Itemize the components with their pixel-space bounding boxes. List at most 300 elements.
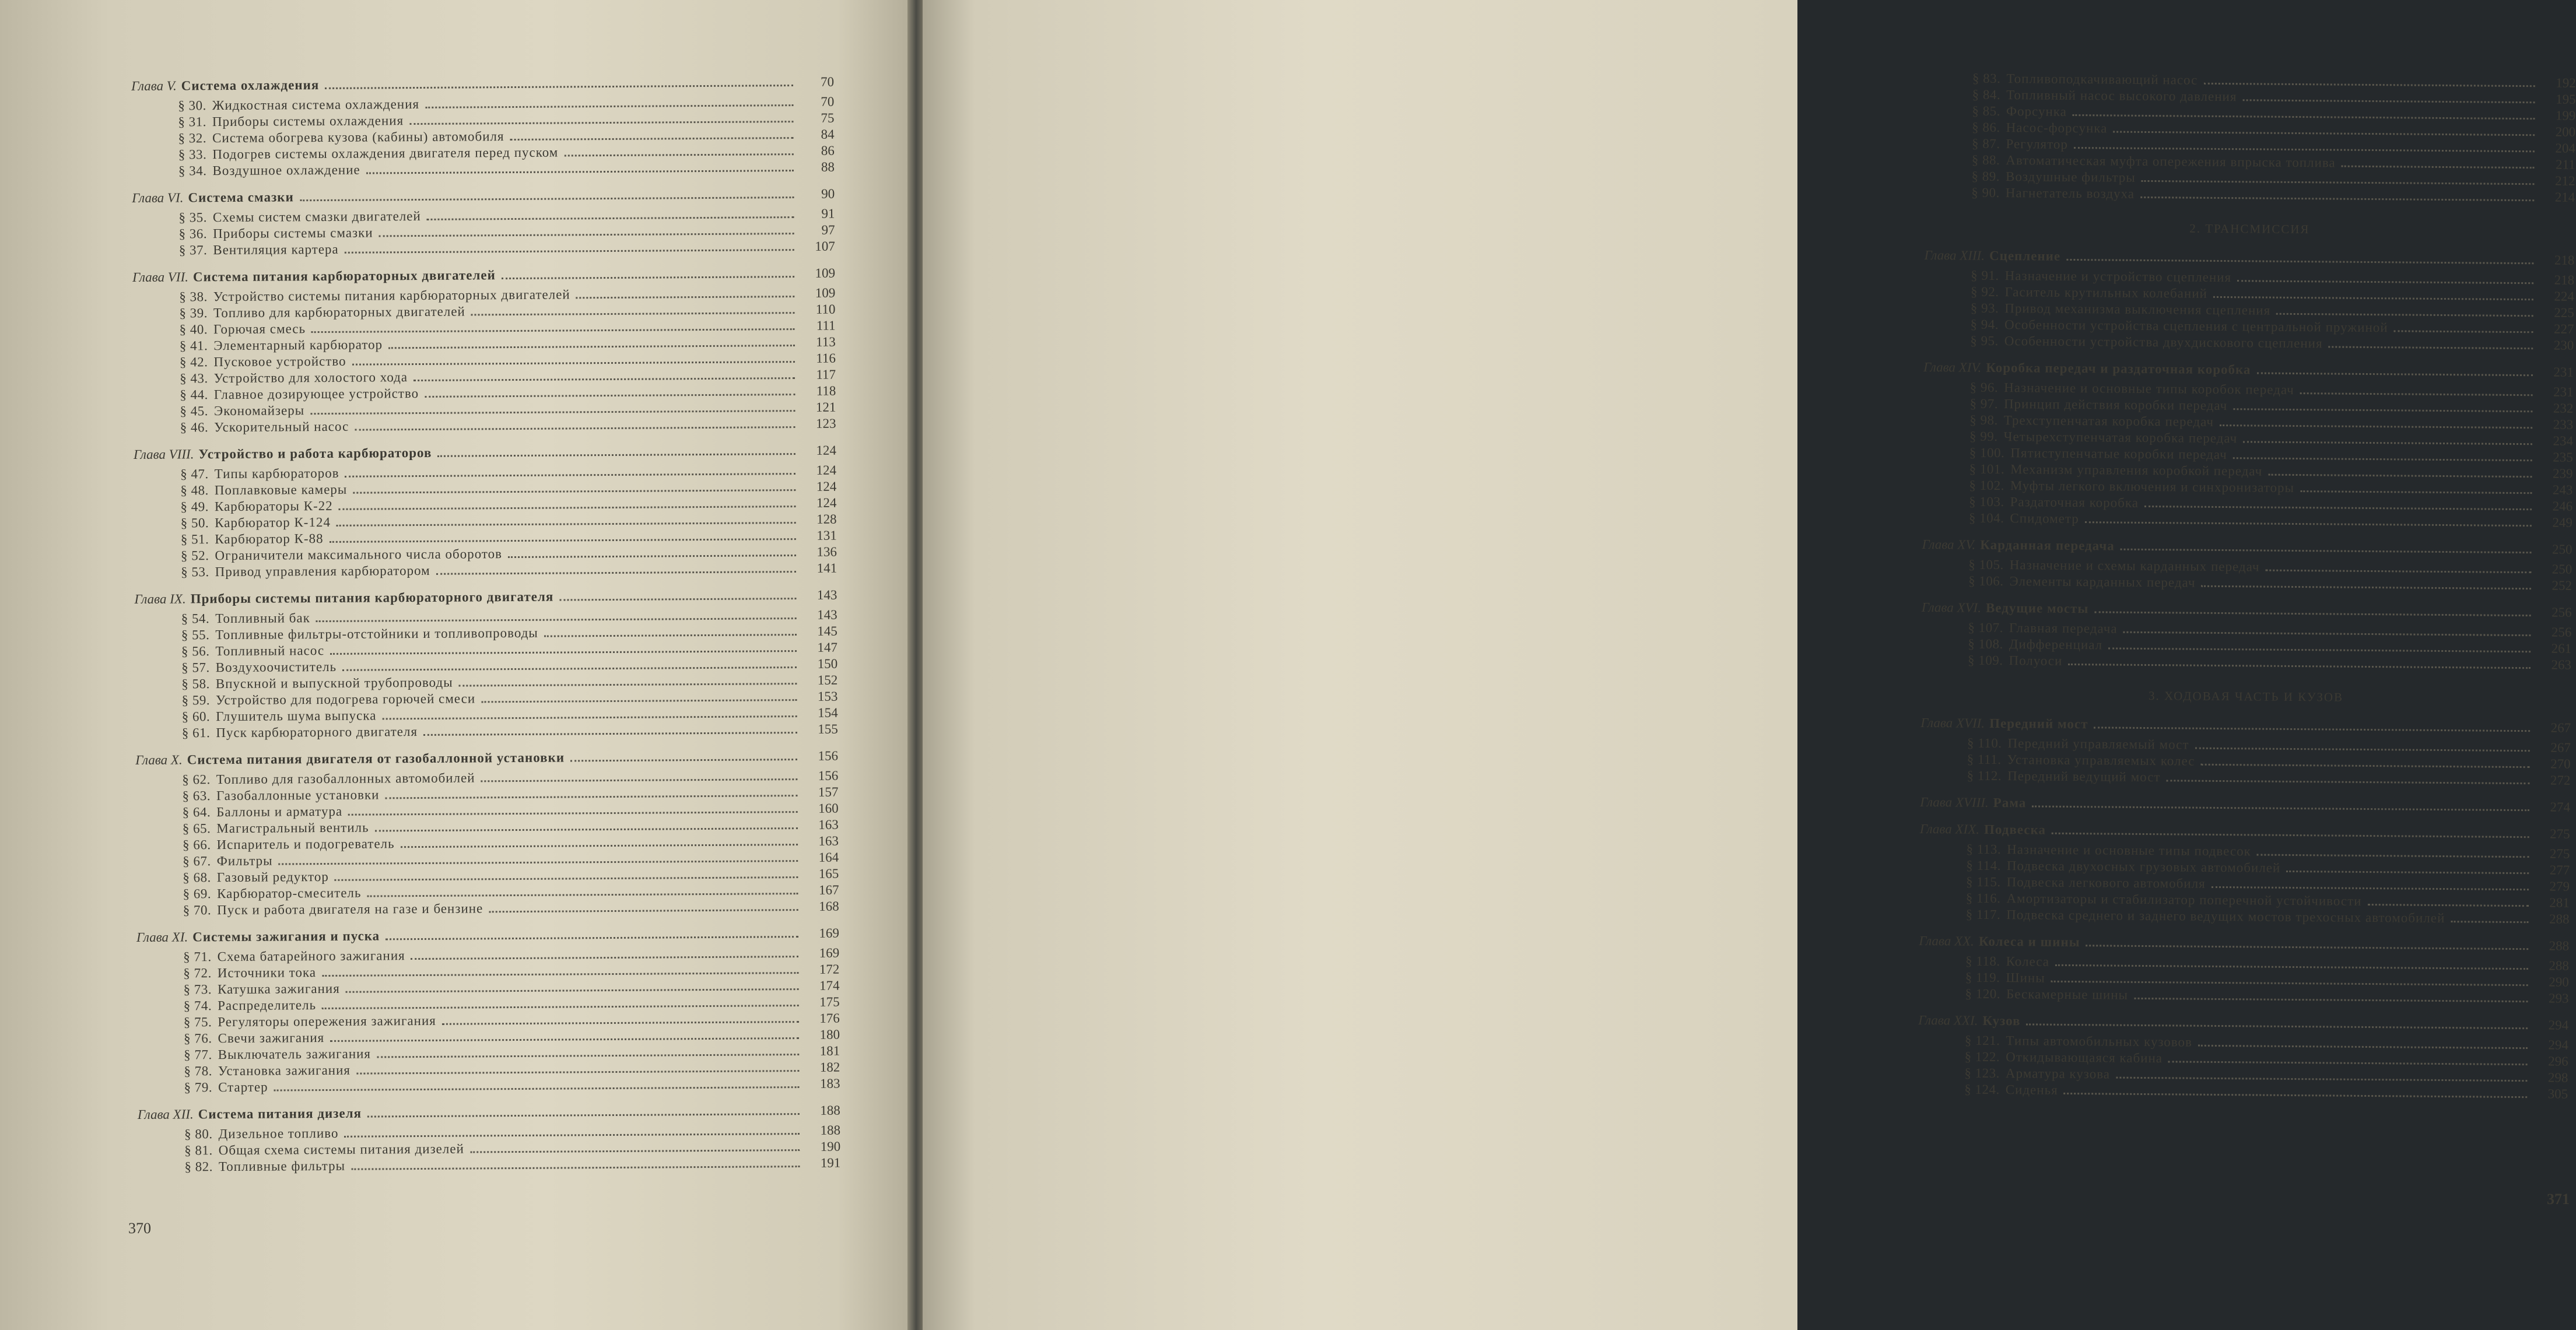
entry-title: Передний ведущий мост (2007, 768, 2161, 785)
paragraph-number: § 46. (180, 420, 209, 435)
page-ref: 288 (2549, 911, 2570, 927)
paragraph-number: § 48. (180, 483, 209, 498)
chapter-row (1922, 536, 2572, 558)
page-ref: 131 (816, 528, 837, 543)
paragraph-number: § 75. (183, 1015, 212, 1030)
entry-title: Системы зажигания и пуска (192, 928, 380, 945)
paragraph-number: § 78. (184, 1064, 212, 1079)
page-ref: 176 (819, 1010, 840, 1026)
entry-title: Передний мост (1989, 715, 2088, 732)
paragraph-number: § 103. (1969, 494, 2004, 510)
page-ref: 156 (818, 748, 839, 763)
paragraph-number: § 112. (1967, 768, 2002, 784)
paragraph-number: § 71. (183, 949, 212, 964)
right-page (923, 0, 2576, 1330)
entry-title: Нагнетатель воздуха (2005, 185, 2135, 201)
entry-title: Главное дозирующее устройство (213, 385, 419, 402)
chapter-row (1920, 821, 2570, 843)
dot-leader (481, 699, 797, 703)
chapter-row (131, 74, 834, 94)
paragraph-number: § 88. (1971, 152, 2000, 168)
entry-title: Привод механизма выключения сцепления (2004, 301, 2271, 318)
dot-leader (2276, 313, 2533, 317)
entry-title: Передний управляемый мост (2007, 736, 2189, 752)
paragraph-number: § 96. (1969, 380, 1999, 395)
paragraph-number: § 34. (178, 163, 207, 178)
paragraph-number: § 102. (1969, 478, 2005, 493)
entry-title: Трехступенчатая коробка передач (2003, 413, 2214, 429)
dot-leader (2094, 611, 2531, 616)
entry-title: Топливо для газобаллонных автомобилей (216, 770, 475, 787)
paragraph-number: § 54. (181, 611, 210, 626)
paragraph-number: § 65. (182, 821, 211, 836)
dot-leader (322, 1005, 799, 1009)
paragraph-number: § 50. (180, 515, 209, 531)
paragraph-number: § 41. (179, 338, 208, 353)
entry-title: Схемы систем смазки двигателей (212, 208, 421, 225)
entry-title: Устройство для холостого хода (213, 370, 408, 386)
page-ref: 180 (819, 1027, 840, 1042)
dot-leader (576, 296, 795, 299)
dot-leader (544, 634, 797, 637)
dot-leader (411, 956, 799, 960)
dot-leader (2342, 166, 2535, 169)
chapter-row (134, 443, 836, 463)
entry-title: Элементы карданных передач (2009, 574, 2196, 590)
entry-title: Дифференциал (2009, 637, 2103, 652)
entry-title: Четырехступенчатая коробка передач (2003, 429, 2238, 446)
paragraph-number: § 35. (178, 210, 208, 225)
entry-title: Амортизаторы и стабилизатор поперечной устойчивости (2006, 891, 2362, 908)
page-ref: 275 (2550, 826, 2570, 841)
page-ref: 249 (2552, 515, 2573, 530)
entry-title: Назначение и схемы карданных передач (2009, 557, 2260, 574)
entry-title: Подвеска легкового автомобиля (2006, 875, 2206, 891)
entry-title: Особенности устройства двухдискового сцепления (2004, 334, 2323, 351)
section-row (138, 1155, 840, 1175)
paragraph-number: § 93. (1970, 300, 1999, 315)
page-ref: 256 (2551, 624, 2572, 640)
paragraph-number: § 89. (1971, 169, 2000, 184)
dot-leader (366, 170, 794, 174)
section-row (134, 560, 837, 581)
entry-title: Автоматическая муфта опережения впрыска топлива (2006, 153, 2336, 170)
page-number-right: 371 (2547, 1191, 2570, 1208)
paragraph-number: § 86. (1972, 120, 2000, 135)
entry-title: Карбюратор К-88 (215, 531, 324, 547)
page-ref: 288 (2549, 938, 2570, 953)
paragraph-number: § 44. (180, 387, 208, 402)
paragraph-number: § 109. (1967, 652, 2003, 668)
chapter-number: Глава IX. (134, 591, 186, 606)
dot-leader (2300, 490, 2532, 494)
entry-title: Выключатель зажигания (218, 1046, 371, 1062)
section-heading: 2. ТРАНСМИССИЯ (2189, 221, 2310, 237)
dot-leader (2094, 727, 2530, 732)
entry-title: Ведущие мосты (1985, 600, 2089, 616)
paragraph-number: § 67. (183, 854, 211, 869)
page-ref: 84 (821, 127, 835, 142)
paragraph-number: § 114. (1966, 858, 2002, 873)
dot-leader (2256, 372, 2533, 376)
paragraph-number: § 60. (181, 709, 211, 724)
page-ref: 182 (819, 1059, 840, 1075)
page-ref: 97 (821, 222, 835, 237)
page-ref: 296 (2548, 1054, 2568, 1069)
dot-leader (508, 555, 796, 558)
page-ref: 250 (2552, 542, 2573, 557)
page-ref: 224 (2554, 289, 2575, 304)
page-ref: 165 (818, 866, 839, 881)
entry-title: Кузов (1982, 1013, 2021, 1029)
toc-right (1918, 70, 2576, 1103)
chapter-number: Глава XII. (137, 1107, 194, 1122)
entry-title: Карбюратор К-124 (215, 514, 331, 531)
page-ref: 230 (2553, 338, 2574, 353)
paragraph-number: § 118. (1965, 953, 2000, 969)
dot-leader (335, 876, 798, 881)
dot-leader (330, 1037, 799, 1042)
page-ref: 234 (2553, 433, 2574, 448)
page-ref: 156 (818, 768, 839, 783)
entry-title: Баллоны и арматура (216, 803, 343, 820)
paragraph-number: § 122. (1964, 1049, 2000, 1065)
paragraph-number: § 84. (1972, 87, 2001, 103)
dot-leader (355, 426, 795, 431)
entry-title: Катушка зажигания (217, 981, 340, 997)
page-ref: 181 (819, 1043, 840, 1058)
dot-leader (470, 1149, 800, 1153)
section-row (136, 899, 839, 919)
paragraph-number: § 76. (183, 1031, 212, 1046)
page-ref: 167 (818, 882, 839, 897)
page-ref: 218 (2554, 252, 2575, 268)
entry-title: Воздушные фильтры (2005, 169, 2136, 185)
page-number-left: 370 (128, 1220, 151, 1237)
dot-leader (322, 972, 798, 977)
entry-title: Общая схема системы питания дизелей (218, 1141, 464, 1158)
entry-title: Стартер (218, 1079, 268, 1095)
page-ref: 143 (817, 607, 837, 622)
entry-title: Подвеска (1983, 822, 2046, 837)
paragraph-number: § 40. (179, 322, 208, 337)
entry-title: Ускорительный насос (214, 419, 349, 435)
dot-leader (385, 936, 798, 940)
dot-leader (2108, 647, 2531, 652)
page-ref: 75 (821, 110, 835, 125)
dot-leader (2074, 147, 2535, 152)
chapter-row (135, 748, 838, 768)
page-ref: 199 (2555, 108, 2576, 123)
page-ref: 293 (2548, 991, 2569, 1006)
chapter-row (134, 587, 837, 608)
page-ref: 152 (817, 672, 838, 687)
paragraph-number: § 37. (178, 243, 208, 258)
paragraph-number: § 57. (181, 660, 210, 675)
paragraph-number: § 51. (180, 532, 209, 547)
chapter-row (138, 1103, 840, 1123)
page-ref: 263 (2551, 657, 2572, 672)
entry-title: Топливо для карбюраторных двигателей (213, 304, 465, 321)
page-ref: 143 (816, 587, 837, 602)
dot-leader (442, 1021, 799, 1025)
entry-title: Пусковое устройство (213, 353, 346, 370)
entry-title: Назначение и основные типы подвесок (2007, 842, 2251, 859)
entry-title: Топливоподкачивающий насос (2006, 71, 2198, 87)
paragraph-number: § 73. (183, 982, 212, 997)
page-ref: 267 (2550, 720, 2571, 735)
paragraph-number: § 83. (1972, 71, 2001, 86)
dot-leader (427, 216, 794, 220)
page-ref: 169 (819, 925, 840, 941)
entry-title: Раздаточная коробка (2010, 494, 2139, 510)
entry-title: Газовый редуктор (216, 869, 329, 885)
page-ref: 124 (816, 479, 837, 494)
dot-leader (2329, 346, 2533, 349)
page-ref: 107 (815, 238, 835, 254)
paragraph-number: § 39. (179, 306, 208, 321)
page-ref: 90 (821, 186, 835, 201)
paragraph-number: § 106. (1968, 573, 2004, 589)
paragraph-number: § 70. (183, 903, 212, 918)
dot-leader (437, 453, 795, 457)
dot-leader (345, 473, 796, 478)
dot-leader (2051, 981, 2528, 986)
entry-title: Бескамерные шины (2006, 987, 2129, 1002)
dot-leader (351, 1166, 800, 1170)
paragraph-number: § 52. (180, 548, 209, 563)
dot-leader (367, 1113, 800, 1118)
paragraph-number: § 101. (1969, 461, 2005, 477)
dot-leader (2144, 506, 2532, 510)
page-ref: 70 (820, 74, 835, 89)
chapter-number: Глава XIII. (1924, 247, 1985, 263)
section-row (132, 238, 835, 259)
dot-leader (2286, 871, 2529, 874)
page-ref: 191 (820, 1155, 841, 1170)
chapter-number: Глава VIII. (133, 447, 194, 462)
paragraph-number: § 49. (180, 499, 209, 514)
dot-leader (353, 489, 795, 494)
chapter-number: Глава XXI. (1918, 1012, 1978, 1028)
dot-leader (425, 104, 793, 108)
page-ref: 153 (817, 689, 838, 704)
page-ref: 175 (819, 994, 840, 1009)
page-ref: 218 (2554, 272, 2575, 287)
dot-leader (423, 732, 797, 736)
page-ref: 298 (2547, 1070, 2568, 1085)
dot-leader (2220, 424, 2532, 429)
chapter-number: Глава V. (131, 78, 177, 93)
entry-title: Регуляторы опережения зажигания (218, 1013, 436, 1030)
entry-title: Топливный насос (215, 643, 325, 659)
dot-leader (2242, 99, 2535, 103)
dot-leader (2451, 921, 2528, 923)
dot-leader (559, 598, 796, 601)
paragraph-number: § 32. (178, 131, 207, 146)
entry-title: Система питания дизеля (198, 1106, 362, 1122)
dot-leader (385, 795, 797, 799)
paragraph-number: § 91. (1971, 268, 1999, 283)
dot-leader (471, 312, 795, 315)
toc-left (131, 74, 840, 1175)
page-ref: 168 (819, 899, 839, 914)
paragraph-number: § 95. (1970, 333, 1999, 348)
entry-title: Особенности устройства сцепления с центральной пружиной (2004, 317, 2388, 335)
paragraph-number: § 38. (179, 289, 208, 304)
page-ref: 232 (2553, 401, 2574, 416)
entry-title: Пуск и работа двигателя на газе и бензине (217, 901, 483, 918)
entry-title: Установка зажигания (218, 1062, 351, 1079)
page-ref: 192 (2556, 75, 2576, 90)
chapter-row (132, 265, 835, 286)
entry-title: Гаситель крутильных колебаний (2004, 285, 2207, 301)
chapter-number: Глава XIX. (1919, 821, 1980, 837)
dot-leader (401, 844, 798, 848)
paragraph-number: § 123. (1964, 1065, 2000, 1081)
paragraph-number: § 36. (178, 226, 208, 241)
paragraph-number: § 113. (1966, 841, 2002, 857)
dot-leader (2086, 945, 2529, 950)
dot-leader (459, 683, 797, 687)
page-ref: 275 (2549, 846, 2570, 861)
entry-title: Арматура кузова (2005, 1066, 2111, 1082)
page-ref: 123 (816, 416, 836, 431)
paragraph-number: § 72. (183, 966, 212, 981)
page-ref: 150 (817, 656, 838, 671)
left-page (0, 0, 910, 1330)
entry-title: Подогрев системы охлаждения двигателя перед пуском (212, 145, 559, 162)
entry-title: Типы карбюраторов (214, 465, 339, 482)
entry-title: Впускной и выпускной трубопроводы (215, 675, 453, 692)
entry-title: Воздухоочиститель (215, 659, 337, 675)
paragraph-number: § 116. (1965, 890, 2001, 906)
paragraph-number: § 58. (181, 676, 210, 692)
page-ref: 195 (2556, 92, 2576, 107)
entry-title: Топливные фильтры-отстойники и топливопроводы (215, 625, 538, 643)
entry-title: Экономайзеры (213, 403, 305, 419)
entry-title: Подвеска двухосных грузовых автомобилей (2006, 858, 2281, 875)
paragraph-number: § 117. (1965, 907, 2001, 922)
page-ref: 145 (817, 623, 837, 638)
entry-title: Система охлаждения (181, 78, 320, 93)
entry-title: Топливный насос высокого давления (2006, 87, 2237, 104)
page-ref: 261 (2551, 641, 2572, 656)
paragraph-number: § 111. (1967, 752, 2002, 767)
dot-leader (2055, 964, 2528, 970)
dot-leader (2300, 392, 2533, 396)
paragraph-number: § 115. (1965, 874, 2001, 890)
page-ref: 239 (2553, 466, 2573, 481)
dot-leader (300, 196, 794, 201)
entry-title: Дизельное топливо (218, 1125, 339, 1142)
page-ref: 188 (820, 1122, 841, 1138)
dot-leader (2066, 259, 2533, 264)
page-ref: 267 (2550, 740, 2571, 755)
page-ref: 214 (2554, 190, 2575, 205)
dot-leader (2052, 833, 2529, 838)
entry-title: Фильтры (216, 853, 273, 869)
entry-title: Система обогрева кузова (кабины) автомобиля (212, 129, 504, 146)
page-ref: 231 (2553, 384, 2574, 399)
entry-title: Приборы системы питания карбюраторного двигателя (190, 589, 554, 606)
dot-leader (330, 538, 796, 543)
page-ref: 70 (821, 94, 835, 109)
dot-leader (344, 1133, 800, 1138)
entry-title: Карбюратор-смеситель (216, 885, 362, 901)
paragraph-number: § 80. (184, 1127, 213, 1142)
entry-title: Подвеска среднего и заднего ведущих мостов трехосных автомобилей (2006, 907, 2445, 926)
paragraph-number: § 121. (1964, 1033, 2000, 1048)
dot-leader (2113, 131, 2535, 136)
dot-leader (2068, 664, 2531, 669)
entry-title: Испаритель и подогреватель (216, 836, 395, 852)
page-ref: 124 (816, 443, 836, 458)
page-ref: 233 (2553, 417, 2574, 432)
paragraph-number: § 63. (182, 788, 211, 803)
chapter-number: Глава XVI. (1921, 599, 1982, 615)
dot-leader (2198, 1045, 2528, 1049)
paragraph-number: § 87. (1971, 136, 2000, 152)
page-ref: 227 (2553, 321, 2574, 336)
entry-title: Установка управляемых колес (2007, 752, 2195, 768)
page-ref: 113 (816, 334, 836, 349)
entry-title: Полуоси (2009, 653, 2063, 668)
entry-title: Коробка передач и раздаточная коробка (1986, 360, 2251, 377)
dot-leader (377, 1054, 799, 1058)
page-ref: 136 (816, 544, 837, 559)
paragraph-number: § 92. (1970, 284, 1999, 299)
dot-leader (310, 410, 795, 415)
entry-title: Главная передача (2009, 620, 2118, 636)
paragraph-number: § 97. (1969, 396, 1999, 411)
page-ref: 164 (818, 850, 839, 865)
page-ref: 305 (2547, 1086, 2568, 1101)
dot-leader (2140, 196, 2534, 201)
chapter-row (1919, 933, 2569, 954)
page-ref: 204 (2555, 141, 2576, 156)
page-ref: 225 (2554, 305, 2574, 320)
dot-leader (564, 153, 793, 156)
chapter-row (1922, 599, 2572, 621)
entry-title: Насос-форсунка (2006, 120, 2108, 136)
entry-title: Воздушное охлаждение (212, 162, 360, 178)
dot-leader (379, 233, 794, 237)
dot-leader (2257, 854, 2529, 858)
page-ref: 157 (818, 784, 839, 799)
dot-leader (346, 988, 799, 993)
chapter-number: Глава XVIII. (1920, 794, 1989, 810)
dot-leader (348, 811, 798, 816)
page-ref: 163 (818, 817, 839, 832)
page-ref: 154 (818, 705, 838, 720)
page-ref: 288 (2549, 958, 2570, 973)
paragraph-number: § 79. (184, 1080, 213, 1095)
entry-title: Муфты легкого включения и синхронизаторы (2010, 478, 2295, 495)
paragraph-number: § 68. (183, 870, 211, 885)
chapter-number: Глава XI. (136, 929, 188, 945)
entry-title: Устройство системы питания карбюраторных двигателей (213, 287, 570, 304)
chapter-number: Глава XV. (1922, 536, 1976, 552)
entry-title: Жидкостная система охлаждения (212, 96, 420, 113)
page-ref: 231 (2553, 364, 2574, 380)
entry-title: Система питания двигателя от газобаллонной установки (187, 750, 565, 767)
dot-leader (352, 361, 795, 366)
entry-title: Магистральный вентиль (216, 820, 369, 836)
page-ref: 111 (816, 318, 836, 333)
paragraph-number: § 61. (181, 725, 211, 741)
page-ref: 279 (2549, 879, 2570, 894)
